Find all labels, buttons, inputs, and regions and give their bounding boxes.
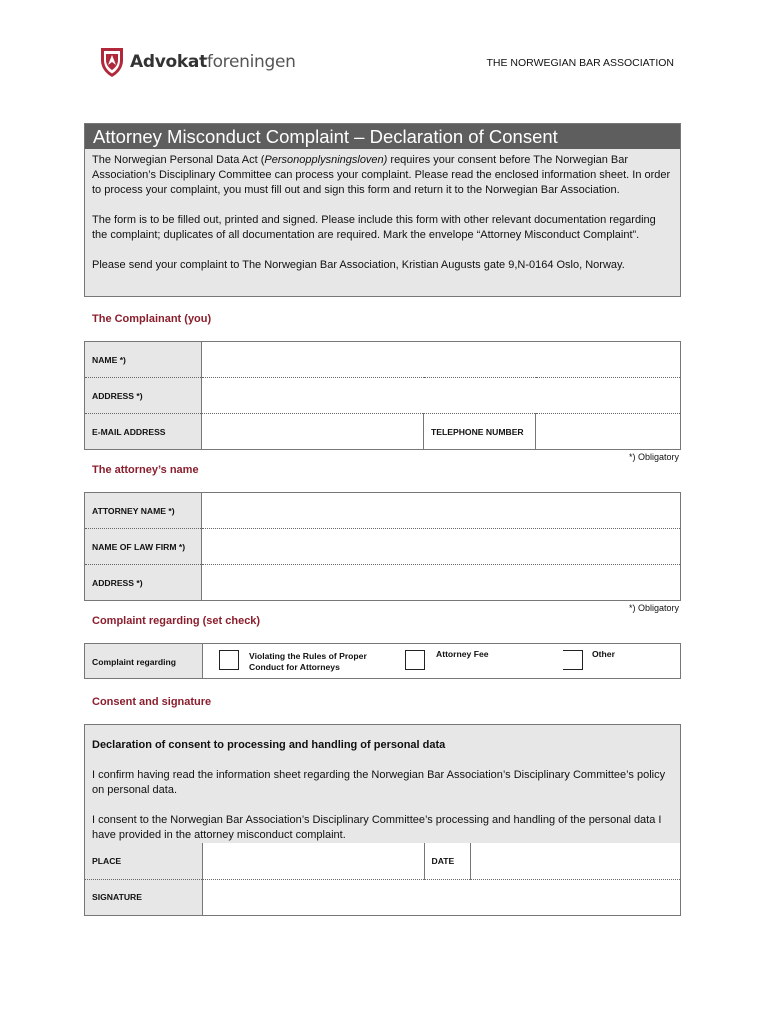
telephone-field[interactable] [536,414,681,450]
consent-box [84,724,681,916]
attorney-address-field[interactable] [202,565,681,601]
intro-box [84,123,681,297]
rules-violation-label-1: Violating the Rules of Proper [249,651,367,661]
rules-violation-label-2: Conduct for Attorneys [249,662,340,672]
section-title-complainant: The Complainant (you) [92,313,212,325]
signature-label: SIGNATURE [85,879,202,915]
law-firm-label: NAME OF LAW FIRM *) [85,529,202,565]
complaint-regarding-row [84,643,681,679]
date-field[interactable] [470,843,680,879]
consent-paragraph-2: I consent to the Norwegian Bar Association’s Disciplinary Committee’s processing and handling of the personal data I have provided in the attorney misconduct complaint. [92,814,662,841]
consent-paragraph-1: I confirm having read the information sheet regarding the Norwegian Bar Association’s Disciplinary Committee’s policy on personal data. [92,769,666,796]
address-field[interactable] [202,378,681,414]
place-field[interactable] [202,843,424,879]
logo-wordmark: Advokatforeningen [130,52,296,72]
other-checkbox[interactable] [563,650,583,670]
attorney-fee-checkbox[interactable] [405,650,425,670]
section-title-attorney: The attorney’s name [92,464,199,476]
signature-table [85,843,680,915]
other-label: Other [592,649,615,659]
complainant-table [84,341,681,450]
intro-paragraph-3: Please send your complaint to The Norwegian Bar Association, Kristian Augusts gate 9,N-0164 Oslo, Norway. [92,259,625,271]
complaint-regarding-label: Complaint regarding [85,644,203,678]
date-label: DATE [424,843,470,879]
signature-field[interactable] [202,879,680,915]
section-title-complaint: Complaint regarding (set check) [92,615,261,627]
obligatory-note-1: *) Obligatory [628,452,679,462]
law-firm-field[interactable] [202,529,681,565]
attorney-name-label: ATTORNEY NAME *) [85,493,202,529]
attorney-fee-label: Attorney Fee [436,649,489,659]
place-label: PLACE [85,843,202,879]
section-title-consent: Consent and signature [92,696,212,708]
attorney-name-field[interactable] [202,493,681,529]
rules-violation-option [249,651,367,673]
attorney-table [84,492,681,601]
telephone-label: TELEPHONE NUMBER [424,414,536,450]
intro-text [85,149,680,273]
obligatory-note-2: *) Obligatory [628,603,679,613]
email-field[interactable] [202,414,424,450]
attorney-address-label: ADDRESS *) [85,565,202,601]
organization-name: THE NORWEGIAN BAR ASSOCIATION [486,57,674,69]
consent-heading: Declaration of consent to processing and handling of personal data [92,739,446,751]
name-field[interactable] [202,342,681,378]
shield-logo-icon [100,46,124,78]
name-label: NAME *) [85,342,202,378]
intro-paragraph-1: The Norwegian Personal Data Act (Personopplysningsloven) requires your consent before The Norwegian Bar Association’s Disciplinary Committee can process your complaint. Please read the enclosed information sheet. In order to process your complaint, you must fill out and sign this form and return it to the Norwegian Bar Association. [92,154,671,196]
email-label: E-MAIL ADDRESS [85,414,202,450]
logo [100,46,296,78]
consent-text [85,725,680,843]
address-label: ADDRESS *) [85,378,202,414]
page-title: Attorney Misconduct Complaint – Declaration of Consent [85,124,680,149]
intro-paragraph-2: The form is to be filled out, printed and signed. Please include this form with other relevant documentation regarding the complaint; duplicates of all documentation are required. Mark the envelope “Attorney Misconduct Complaint”. [92,214,656,241]
rules-violation-checkbox[interactable] [219,650,239,670]
